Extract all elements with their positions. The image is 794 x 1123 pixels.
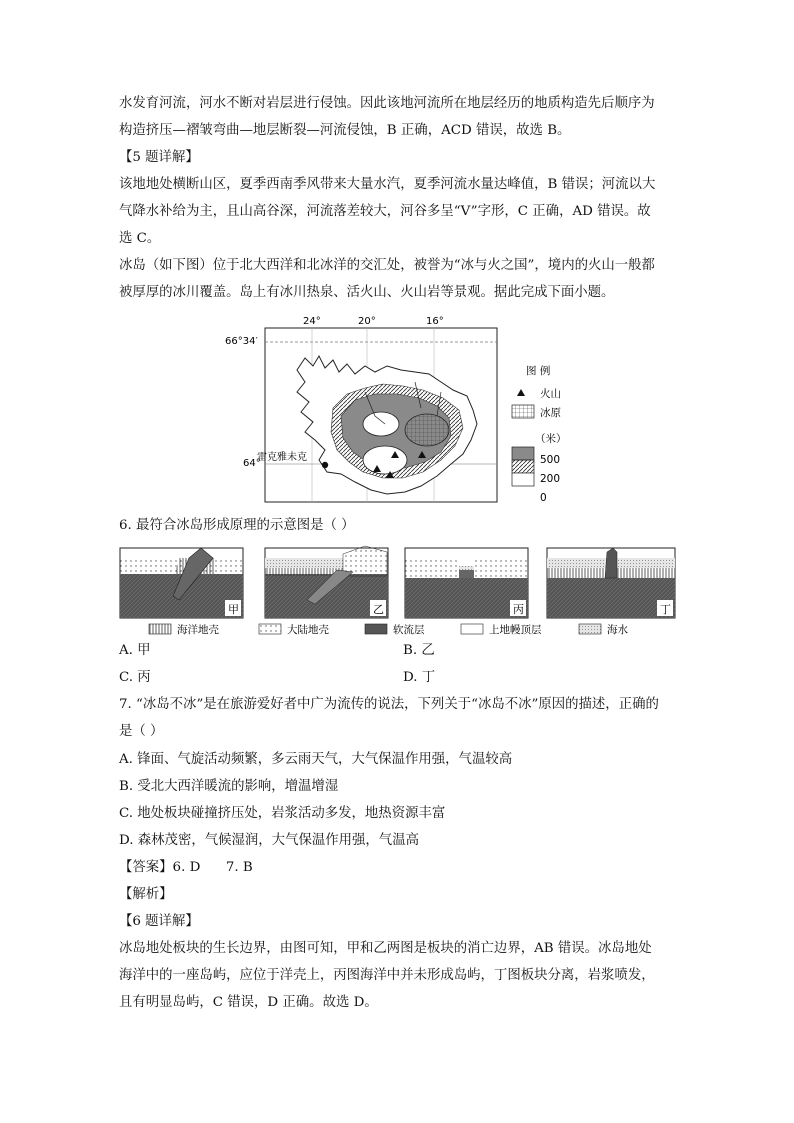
city-label: 雷克雅未克	[257, 452, 307, 463]
iceland-map-figure	[215, 312, 575, 510]
option-b: B. 乙	[403, 643, 435, 658]
option-a: A. 锋面、气旋活动频繁，多云雨天气，大气保温作用强，气温较高	[119, 752, 513, 767]
plate-diagram-row	[119, 544, 679, 640]
legend-item: 海洋地壳	[177, 624, 219, 636]
panel-ding	[547, 548, 675, 618]
option-d: D. 丁	[403, 670, 436, 685]
text-line: 选 C。	[119, 231, 161, 246]
text-line: 构造挤压—褶皱弯曲—地层断裂—河流侵蚀，B 正确，ACD 错误，故选 B。	[119, 123, 571, 138]
panel-bing	[405, 548, 528, 618]
panel-jia	[120, 548, 243, 618]
legend-item: 上地幔顶层	[489, 624, 542, 636]
lat-label: 66°34′	[225, 336, 258, 347]
plate-diagrams	[119, 544, 679, 640]
legend-0: 0	[540, 492, 547, 504]
lon-label: 24°	[303, 316, 321, 327]
text-line: 海洋中的一座岛屿，应位于洋壳上，丙图海洋中并未形成岛屿，丁图板块分离，岩浆喷发，	[119, 968, 655, 983]
text-line: 冰岛（如下图）位于北大西洋和北冰洋的交汇处，被誉为“冰与火之国”，境内的火山一般都	[119, 258, 655, 273]
ice-cap	[405, 414, 449, 446]
volcano-icon	[517, 389, 525, 396]
text-line: 是（ ）	[119, 724, 164, 739]
legend-200: 200	[540, 473, 561, 485]
legend-volcano: 火山	[540, 388, 561, 400]
panel-label: 乙	[373, 603, 384, 616]
panel-label: 丙	[513, 603, 524, 616]
legend-ice: 冰原	[540, 407, 561, 419]
text-line: 冰岛地处板块的生长边界，由图可知，甲和乙两图是板块的消亡边界，AB 错误。冰岛地处	[119, 941, 652, 956]
plate-legend	[149, 623, 628, 636]
legend-item: 海水	[607, 624, 628, 636]
text-line: 水发育河流，河水不断对岩层进行侵蚀。因此该地河流所在地层经历的地质构造先后顺序为	[119, 96, 655, 111]
text-line: 该地地处横断山区，夏季西南季风带来大量水汽，夏季河流水量达峰值，B 错误；河流以大	[119, 177, 656, 192]
section-heading: 【6 题详解】	[119, 914, 199, 929]
iceland-map	[215, 312, 575, 510]
legend-item: 软流层	[393, 624, 425, 636]
panel-label: 甲	[228, 603, 239, 616]
option-a: A. 甲	[119, 643, 151, 658]
text-line: 气降水补给为主，且山高谷深，河流落差较大，河谷多呈“V”字形，C 正确，AD 错误。故	[119, 204, 651, 219]
question-7: 7. “冰岛不冰”是在旅游爱好者中广为流传的说法，下列关于“冰岛不冰”原因的描述，正确的	[119, 697, 659, 712]
option-b: B. 受北大西洋暖流的影响，增温增湿	[119, 779, 339, 794]
panel-label: 丁	[660, 603, 671, 616]
answer-line: 【答案】6. D 7. B	[119, 860, 253, 875]
option-c: C. 地处板块碰撞挤压处，岩浆活动多发，地热资源丰富	[119, 806, 446, 821]
option-c: C. 丙	[119, 670, 151, 685]
legend-item: 大陆地壳	[287, 624, 329, 636]
city-dot	[322, 462, 328, 468]
text-line: 且有明显岛屿，C 错误，D 正确。故选 D。	[119, 995, 378, 1010]
analysis-heading: 【解析】	[119, 887, 173, 902]
panel-yi	[265, 546, 388, 618]
legend-unit: （米）	[535, 433, 567, 445]
lat-label: 64°	[243, 458, 261, 469]
section-heading: 【5 题详解】	[119, 150, 199, 165]
lon-label: 20°	[358, 316, 376, 327]
legend-title: 图 例	[526, 365, 551, 377]
question-6: 6. 最符合冰岛形成原理的示意图是（ ）	[119, 518, 355, 533]
text-line: 被厚厚的冰川覆盖。岛上有冰川热泉、活火山、火山岩等景观。据此完成下面小题。	[119, 285, 615, 300]
option-d: D. 森林茂密，气候湿润，大气保温作用强，气温高	[119, 833, 419, 848]
lon-label: 16°	[426, 316, 444, 327]
legend-500: 500	[540, 454, 561, 466]
